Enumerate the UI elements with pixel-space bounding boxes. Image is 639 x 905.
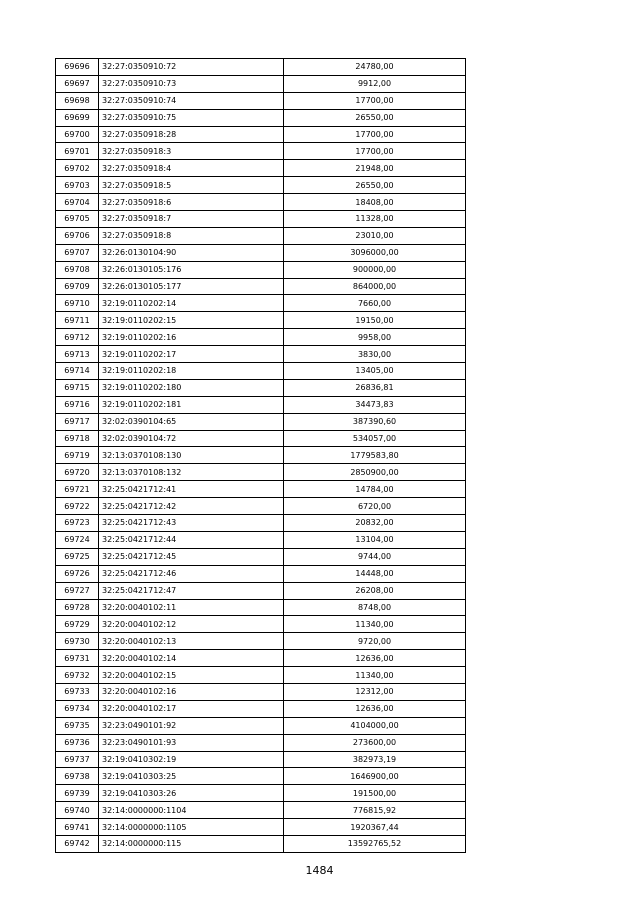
row-number-cell: 69712: [56, 329, 99, 346]
table-row: [56, 531, 466, 548]
cadastral-value-cell: 26208,00: [284, 582, 466, 599]
table-row: [56, 802, 466, 819]
table-row: [56, 548, 466, 565]
cadastral-value-cell: 900000,00: [284, 261, 466, 278]
table-row: [56, 177, 466, 194]
cadastral-number-cell: 32:19:0110202:16: [99, 329, 284, 346]
cadastral-number-cell: 32:27:0350918:28: [99, 126, 284, 143]
table-row: [56, 667, 466, 684]
cadastral-value-cell: 382973,19: [284, 751, 466, 768]
cadastral-value-cell: 4104000,00: [284, 717, 466, 734]
row-number-cell: 69706: [56, 227, 99, 244]
row-number-cell: 69719: [56, 447, 99, 464]
cadastral-number-cell: 32:27:0350918:3: [99, 143, 284, 160]
table-row: [56, 515, 466, 532]
row-number-cell: 69717: [56, 413, 99, 430]
row-number-cell: 69738: [56, 768, 99, 785]
cadastral-number-cell: 32:27:0350910:73: [99, 75, 284, 92]
cadastral-value-cell: 17700,00: [284, 143, 466, 160]
table-row: [56, 363, 466, 380]
cadastral-value-cell: 2850900,00: [284, 464, 466, 481]
cadastral-value-cell: 13592765,52: [284, 835, 466, 852]
table-row: [56, 59, 466, 76]
cadastral-number-cell: 32:20:0040102:15: [99, 667, 284, 684]
table-row: [56, 430, 466, 447]
table-row: [56, 498, 466, 515]
row-number-cell: 69713: [56, 346, 99, 363]
cadastral-value-cell: 9720,00: [284, 633, 466, 650]
row-number-cell: 69722: [56, 498, 99, 515]
cadastral-number-cell: 32:25:0421712:41: [99, 481, 284, 498]
cadastral-number-cell: 32:13:0370108:132: [99, 464, 284, 481]
table-row: [56, 278, 466, 295]
row-number-cell: 69699: [56, 109, 99, 126]
cadastral-value-cell: 14448,00: [284, 565, 466, 582]
table-row: [56, 785, 466, 802]
table-row: [56, 261, 466, 278]
cadastral-value-cell: 12636,00: [284, 700, 466, 717]
table-body: [56, 59, 466, 853]
cadastral-number-cell: 32:19:0110202:15: [99, 312, 284, 329]
row-number-cell: 69724: [56, 531, 99, 548]
row-number-cell: 69737: [56, 751, 99, 768]
cadastral-number-cell: 32:25:0421712:46: [99, 565, 284, 582]
cadastral-value-cell: 1646900,00: [284, 768, 466, 785]
table-row: [56, 295, 466, 312]
cadastral-value-cell: 23010,00: [284, 227, 466, 244]
cadastral-value-cell: 387390,60: [284, 413, 466, 430]
row-number-cell: 69710: [56, 295, 99, 312]
cadastral-number-cell: 32:27:0350910:74: [99, 92, 284, 109]
cadastral-value-cell: 11328,00: [284, 211, 466, 228]
row-number-cell: 69733: [56, 683, 99, 700]
cadastral-value-cell: 26550,00: [284, 177, 466, 194]
cadastral-value-cell: 534057,00: [284, 430, 466, 447]
cadastral-number-cell: 32:25:0421712:47: [99, 582, 284, 599]
cadastral-number-cell: 32:25:0421712:44: [99, 531, 284, 548]
row-number-cell: 69704: [56, 194, 99, 211]
cadastral-number-cell: 32:25:0421712:43: [99, 515, 284, 532]
cadastral-number-cell: 32:27:0350910:75: [99, 109, 284, 126]
cadastral-value-cell: 3096000,00: [284, 244, 466, 261]
cadastral-value-cell: 12312,00: [284, 683, 466, 700]
cadastral-value-cell: 864000,00: [284, 278, 466, 295]
cadastral-number-cell: 32:26:0130105:176: [99, 261, 284, 278]
cadastral-number-cell: 32:27:0350918:6: [99, 194, 284, 211]
table-row: [56, 582, 466, 599]
page-number: 1484: [305, 864, 334, 877]
cadastral-number-cell: 32:19:0110202:17: [99, 346, 284, 363]
table-row: [56, 244, 466, 261]
row-number-cell: 69734: [56, 700, 99, 717]
row-number-cell: 69731: [56, 650, 99, 667]
cadastral-value-cell: 21948,00: [284, 160, 466, 177]
cadastral-number-cell: 32:27:0350910:72: [99, 59, 284, 76]
table-row: [56, 413, 466, 430]
cadastral-value-cell: 776815,92: [284, 802, 466, 819]
cadastral-number-cell: 32:27:0350918:4: [99, 160, 284, 177]
table-row: [56, 126, 466, 143]
cadastral-value-cell: 19150,00: [284, 312, 466, 329]
table-row: [56, 700, 466, 717]
table-row: [56, 633, 466, 650]
cadastral-value-cell: 18408,00: [284, 194, 466, 211]
table-row: [56, 92, 466, 109]
cadastral-number-cell: 32:20:0040102:14: [99, 650, 284, 667]
table-row: [56, 211, 466, 228]
row-number-cell: 69705: [56, 211, 99, 228]
table-row: [56, 768, 466, 785]
row-number-cell: 69708: [56, 261, 99, 278]
cadastral-number-cell: 32:27:0350918:5: [99, 177, 284, 194]
cadastral-number-cell: 32:20:0040102:13: [99, 633, 284, 650]
table-row: [56, 565, 466, 582]
row-number-cell: 69735: [56, 717, 99, 734]
row-number-cell: 69725: [56, 548, 99, 565]
cadastral-value-cell: 1779583,80: [284, 447, 466, 464]
cadastral-value-cell: 17700,00: [284, 126, 466, 143]
table-row: [56, 346, 466, 363]
cadastral-number-cell: 32:23:0490101:93: [99, 734, 284, 751]
table-row: [56, 734, 466, 751]
row-number-cell: 69721: [56, 481, 99, 498]
cadastral-number-cell: 32:13:0370108:130: [99, 447, 284, 464]
cadastral-number-cell: 32:19:0410303:26: [99, 785, 284, 802]
cadastral-number-cell: 32:26:0130105:177: [99, 278, 284, 295]
row-number-cell: 69742: [56, 835, 99, 852]
cadastral-number-cell: 32:20:0040102:11: [99, 599, 284, 616]
cadastral-number-cell: 32:23:0490101:92: [99, 717, 284, 734]
cadastral-number-cell: 32:19:0110202:181: [99, 396, 284, 413]
table-row: [56, 75, 466, 92]
cadastral-number-cell: 32:14:0000000:115: [99, 835, 284, 852]
cadastral-number-cell: 32:19:0410302:19: [99, 751, 284, 768]
row-number-cell: 69716: [56, 396, 99, 413]
cadastral-number-cell: 32:27:0350918:8: [99, 227, 284, 244]
cadastral-number-cell: 32:20:0040102:17: [99, 700, 284, 717]
cadastral-number-cell: 32:14:0000000:1104: [99, 802, 284, 819]
row-number-cell: 69740: [56, 802, 99, 819]
cadastral-value-cell: 13104,00: [284, 531, 466, 548]
table-row: [56, 396, 466, 413]
row-number-cell: 69715: [56, 379, 99, 396]
cadastral-number-cell: 32:14:0000000:1105: [99, 819, 284, 836]
cadastral-number-cell: 32:19:0110202:14: [99, 295, 284, 312]
row-number-cell: 69700: [56, 126, 99, 143]
row-number-cell: 69723: [56, 515, 99, 532]
table-row: [56, 143, 466, 160]
cadastral-value-cell: 11340,00: [284, 667, 466, 684]
row-number-cell: 69714: [56, 363, 99, 380]
cadastral-value-cell: 9912,00: [284, 75, 466, 92]
row-number-cell: 69736: [56, 734, 99, 751]
row-number-cell: 69702: [56, 160, 99, 177]
table-row: [56, 717, 466, 734]
cadastral-value-cell: 20832,00: [284, 515, 466, 532]
cadastral-number-cell: 32:20:0040102:12: [99, 616, 284, 633]
cadastral-value-cell: 13405,00: [284, 363, 466, 380]
table-row: [56, 464, 466, 481]
table-row: [56, 683, 466, 700]
table-row: [56, 447, 466, 464]
cadastral-value-cell: 7660,00: [284, 295, 466, 312]
cadastral-value-cell: 1920367,44: [284, 819, 466, 836]
cadastral-number-cell: 32:19:0410303:25: [99, 768, 284, 785]
cadastral-value-cell: 12636,00: [284, 650, 466, 667]
row-number-cell: 69709: [56, 278, 99, 295]
table-row: [56, 835, 466, 852]
cadastral-number-cell: 32:19:0110202:180: [99, 379, 284, 396]
table-row: [56, 819, 466, 836]
table-row: [56, 650, 466, 667]
table-row: [56, 329, 466, 346]
row-number-cell: 69720: [56, 464, 99, 481]
cadastral-value-cell: 34473,83: [284, 396, 466, 413]
row-number-cell: 69703: [56, 177, 99, 194]
row-number-cell: 69727: [56, 582, 99, 599]
cadastral-number-cell: 32:02:0390104:72: [99, 430, 284, 447]
row-number-cell: 69696: [56, 59, 99, 76]
cadastral-number-cell: 32:19:0110202:18: [99, 363, 284, 380]
row-number-cell: 69741: [56, 819, 99, 836]
table-row: [56, 751, 466, 768]
cadastral-value-cell: 14784,00: [284, 481, 466, 498]
row-number-cell: 69718: [56, 430, 99, 447]
cadastral-value-table: [55, 58, 466, 853]
cadastral-value-cell: 17700,00: [284, 92, 466, 109]
table-row: [56, 194, 466, 211]
table-row: [56, 227, 466, 244]
cadastral-value-cell: 26836,81: [284, 379, 466, 396]
cadastral-value-cell: 9958,00: [284, 329, 466, 346]
cadastral-value-cell: 26550,00: [284, 109, 466, 126]
table-row: [56, 312, 466, 329]
row-number-cell: 69739: [56, 785, 99, 802]
cadastral-value-cell: 8748,00: [284, 599, 466, 616]
row-number-cell: 69726: [56, 565, 99, 582]
cadastral-value-cell: 273600,00: [284, 734, 466, 751]
cadastral-value-cell: 11340,00: [284, 616, 466, 633]
cadastral-number-cell: 32:25:0421712:45: [99, 548, 284, 565]
cadastral-number-cell: 32:20:0040102:16: [99, 683, 284, 700]
cadastral-value-cell: 24780,00: [284, 59, 466, 76]
row-number-cell: 69698: [56, 92, 99, 109]
row-number-cell: 69711: [56, 312, 99, 329]
row-number-cell: 69730: [56, 633, 99, 650]
cadastral-number-cell: 32:27:0350918:7: [99, 211, 284, 228]
cadastral-number-cell: 32:26:0130104:90: [99, 244, 284, 261]
row-number-cell: 69707: [56, 244, 99, 261]
table-row: [56, 160, 466, 177]
row-number-cell: 69697: [56, 75, 99, 92]
cadastral-value-cell: 3830,00: [284, 346, 466, 363]
table-row: [56, 616, 466, 633]
table-row: [56, 481, 466, 498]
table-row: [56, 109, 466, 126]
row-number-cell: 69729: [56, 616, 99, 633]
row-number-cell: 69728: [56, 599, 99, 616]
cadastral-value-cell: 191500,00: [284, 785, 466, 802]
row-number-cell: 69732: [56, 667, 99, 684]
table-row: [56, 379, 466, 396]
cadastral-value-cell: 6720,00: [284, 498, 466, 515]
cadastral-value-cell: 9744,00: [284, 548, 466, 565]
cadastral-number-cell: 32:02:0390104:65: [99, 413, 284, 430]
row-number-cell: 69701: [56, 143, 99, 160]
table-row: [56, 599, 466, 616]
cadastral-number-cell: 32:25:0421712:42: [99, 498, 284, 515]
